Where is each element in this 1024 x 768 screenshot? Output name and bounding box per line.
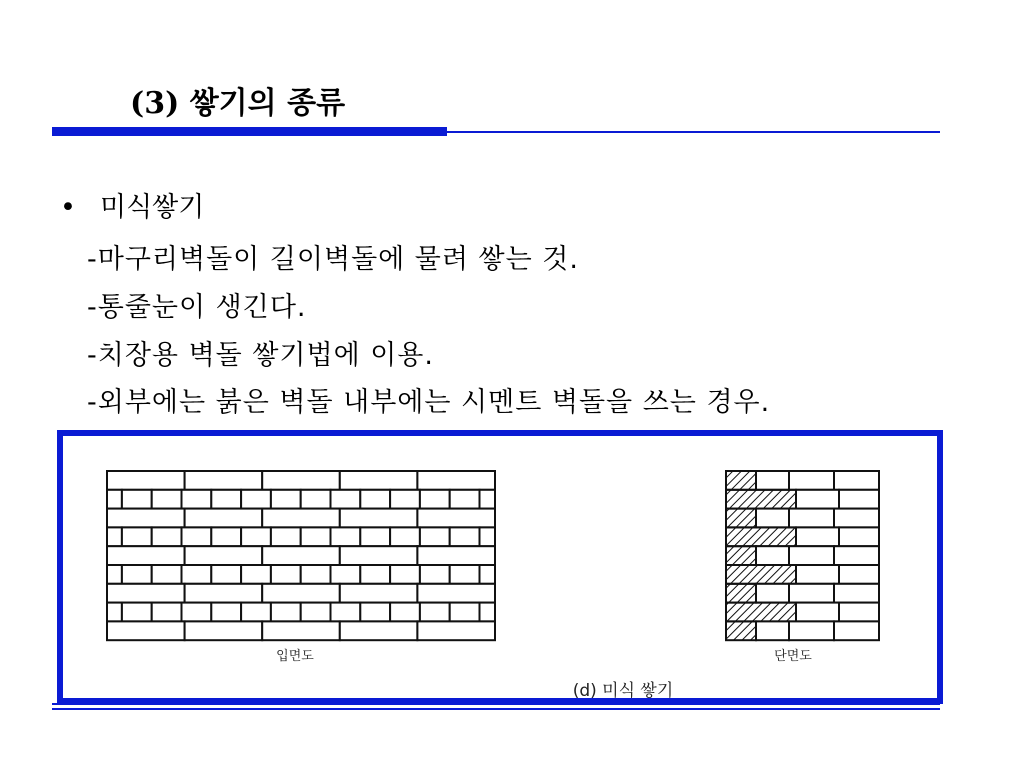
header-brick: [480, 527, 496, 546]
section-label: 단면도: [774, 649, 812, 664]
header-brick: [152, 565, 182, 584]
stretcher-brick: [340, 621, 418, 640]
stretcher-brick: [107, 621, 185, 640]
section-brick: [839, 565, 879, 584]
section-brick: [789, 471, 834, 490]
stretcher-brick: [262, 471, 340, 490]
header-brick: [301, 603, 331, 622]
section-brick: [834, 584, 879, 603]
section-brick: [834, 621, 879, 640]
elevation-label: 입면도: [276, 649, 314, 664]
section-brick: [789, 621, 834, 640]
header-brick: [331, 527, 361, 546]
section-brick-hatched: [726, 621, 756, 640]
header-brick: [301, 527, 331, 546]
header-brick: [182, 490, 212, 509]
header-brick: [301, 565, 331, 584]
section-brick: [756, 509, 789, 528]
header-brick: [182, 527, 212, 546]
stretcher-brick: [340, 471, 418, 490]
stretcher-brick: [417, 509, 495, 528]
section-brick-hatched: [726, 527, 796, 546]
section-brick: [789, 546, 834, 565]
header-brick: [122, 603, 152, 622]
section-brick: [756, 546, 789, 565]
section-brick: [756, 584, 789, 603]
header-brick: [360, 490, 390, 509]
stretcher-brick: [262, 621, 340, 640]
title-underline-thick: [52, 127, 447, 136]
section-brick: [839, 490, 879, 509]
section-brick: [796, 490, 839, 509]
header-brick: [301, 490, 331, 509]
description-line-1: -마구리벽돌이 길이벽돌에 물려 쌓는 것.: [87, 244, 579, 275]
section-brick: [834, 471, 879, 490]
stretcher-brick: [185, 546, 263, 565]
header-brick: [420, 527, 450, 546]
bottom-rule-upper: [52, 703, 940, 705]
slide-title: (3) 쌓기의 종류: [130, 86, 346, 121]
section-drawing: [726, 471, 879, 640]
description-line-3: -치장용 벽돌 쌓기법에 이용.: [87, 340, 434, 371]
section-brick: [839, 603, 879, 622]
section-brick: [756, 471, 789, 490]
header-brick: [360, 565, 390, 584]
bullet-item: [60, 190, 204, 226]
header-brick: [107, 603, 122, 622]
description-line-2: -통줄눈이 생긴다.: [87, 292, 307, 323]
section-brick: [834, 546, 879, 565]
stretcher-brick: [417, 621, 495, 640]
section-brick-hatched: [726, 565, 796, 584]
stretcher-brick: [417, 471, 495, 490]
stretcher-brick: [417, 584, 495, 603]
stretcher-brick: [185, 584, 263, 603]
stretcher-brick: [185, 471, 263, 490]
stretcher-brick: [417, 546, 495, 565]
header-brick: [152, 527, 182, 546]
section-brick-hatched: [726, 584, 756, 603]
header-brick: [450, 527, 480, 546]
header-brick: [122, 565, 152, 584]
header-brick: [241, 565, 271, 584]
section-brick: [796, 603, 839, 622]
elevation-drawing: [107, 471, 495, 640]
header-brick: [271, 527, 301, 546]
header-brick: [211, 603, 241, 622]
header-brick: [152, 490, 182, 509]
header-brick: [271, 603, 301, 622]
stretcher-brick: [262, 509, 340, 528]
header-brick: [107, 527, 122, 546]
header-brick: [331, 565, 361, 584]
section-brick-hatched: [726, 546, 756, 565]
bottom-rule-lower: [52, 708, 940, 710]
header-brick: [480, 603, 496, 622]
section-brick: [839, 527, 879, 546]
header-brick: [390, 490, 420, 509]
header-brick: [420, 565, 450, 584]
section-brick: [796, 565, 839, 584]
header-brick: [241, 603, 271, 622]
header-brick: [420, 490, 450, 509]
stretcher-brick: [107, 584, 185, 603]
header-brick: [390, 527, 420, 546]
header-brick: [122, 490, 152, 509]
header-brick: [360, 527, 390, 546]
stretcher-brick: [107, 509, 185, 528]
header-brick: [390, 565, 420, 584]
figure-frame: [57, 430, 943, 704]
section-brick-hatched: [726, 603, 796, 622]
stretcher-brick: [340, 546, 418, 565]
header-brick: [450, 565, 480, 584]
bullet-dot: •: [60, 192, 76, 223]
header-brick: [420, 603, 450, 622]
header-brick: [331, 490, 361, 509]
section-brick: [756, 621, 789, 640]
header-brick: [211, 490, 241, 509]
brick-bond-figure: [63, 436, 937, 698]
header-brick: [122, 527, 152, 546]
header-brick: [211, 565, 241, 584]
header-brick: [331, 603, 361, 622]
stretcher-brick: [340, 584, 418, 603]
header-brick: [107, 565, 122, 584]
header-brick: [211, 527, 241, 546]
section-brick-hatched: [726, 509, 756, 528]
header-brick: [390, 603, 420, 622]
bullet-text: 미식쌓기: [100, 192, 205, 223]
header-brick: [480, 565, 496, 584]
header-brick: [271, 490, 301, 509]
stretcher-brick: [262, 546, 340, 565]
section-brick: [789, 509, 834, 528]
header-brick: [241, 527, 271, 546]
header-brick: [450, 603, 480, 622]
section-brick-hatched: [726, 471, 756, 490]
header-brick: [241, 490, 271, 509]
title-underline-thin: [447, 131, 940, 133]
description-line-4: -외부에는 붉은 벽돌 내부에는 시멘트 벽돌을 쓰는 경우.: [87, 387, 771, 418]
stretcher-brick: [185, 509, 263, 528]
header-brick: [182, 603, 212, 622]
header-brick: [360, 603, 390, 622]
stretcher-brick: [107, 546, 185, 565]
stretcher-brick: [262, 584, 340, 603]
section-brick-hatched: [726, 490, 796, 509]
header-brick: [152, 603, 182, 622]
header-brick: [480, 490, 496, 509]
section-brick: [789, 584, 834, 603]
header-brick: [182, 565, 212, 584]
header-brick: [450, 490, 480, 509]
section-brick: [796, 527, 839, 546]
header-brick: [271, 565, 301, 584]
header-brick: [107, 490, 122, 509]
stretcher-brick: [185, 621, 263, 640]
section-brick: [834, 509, 879, 528]
figure-caption: (d) 미식 쌓기: [572, 681, 674, 698]
stretcher-brick: [107, 471, 185, 490]
stretcher-brick: [340, 509, 418, 528]
